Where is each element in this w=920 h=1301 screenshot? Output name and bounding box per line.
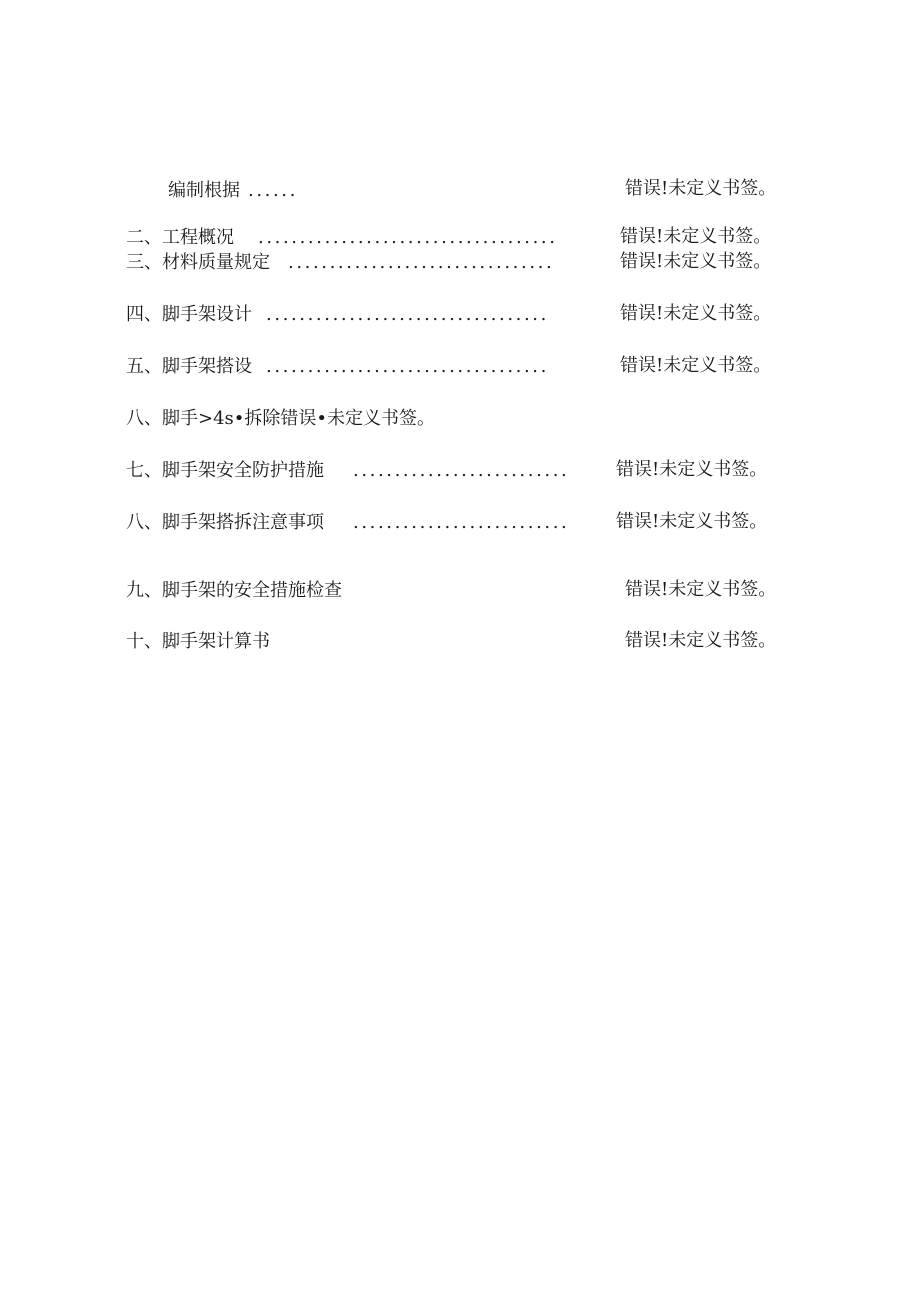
toc-entry-title[interactable]: 七、脚手架安全防护措施 — [126, 460, 324, 481]
toc-page-reference[interactable]: 错误!未定义书签。 — [616, 511, 768, 532]
toc-page-reference[interactable]: 错误!未定义书签。 — [625, 579, 777, 600]
toc-page-reference[interactable]: 错误!未定义书签。 — [620, 355, 772, 376]
toc-page-reference[interactable]: 错误!未定义书签。 — [620, 303, 772, 324]
toc-page-reference[interactable]: 错误!未定义书签。 — [620, 226, 772, 247]
toc-entry-title[interactable]: 八、脚手>4s•拆除错误•未定义书签。 — [126, 408, 436, 429]
toc-page-reference[interactable]: 错误!未定义书签。 — [616, 459, 768, 480]
toc-leader-dots: ................................ — [288, 252, 555, 273]
toc-leader-dots: .................................. — [266, 304, 549, 325]
toc-entry-title[interactable]: 八、脚手架搭拆注意事项 — [126, 512, 324, 533]
toc-page-reference[interactable]: 错误!未定义书签。 — [625, 178, 777, 199]
toc-entry-title[interactable]: 二、工程概况 — [126, 227, 234, 248]
toc-leader-dots: .................................. — [266, 356, 549, 377]
toc-page-reference[interactable]: 错误!未定义书签。 — [625, 630, 777, 651]
toc-leader-dots: .......................... — [353, 460, 570, 481]
toc-entry-title[interactable]: 五、脚手架搭设 — [126, 356, 252, 377]
toc-page-reference[interactable]: 错误!未定义书签。 — [620, 251, 772, 272]
toc-entry-title[interactable]: 编制根据 — [168, 180, 240, 201]
toc-entry-title[interactable]: 四、脚手架设计 — [126, 304, 252, 325]
toc-entry-title[interactable]: 十、脚手架计算书 — [126, 631, 270, 652]
toc-leader-dots: .................................... — [258, 227, 558, 248]
toc-entry-title[interactable]: 九、脚手架的安全措施检查 — [126, 580, 342, 601]
toc-leader-dots: ...... — [248, 180, 298, 201]
toc-entry-title[interactable]: 三、材料质量规定 — [126, 252, 270, 273]
toc-leader-dots: .......................... — [353, 512, 570, 533]
